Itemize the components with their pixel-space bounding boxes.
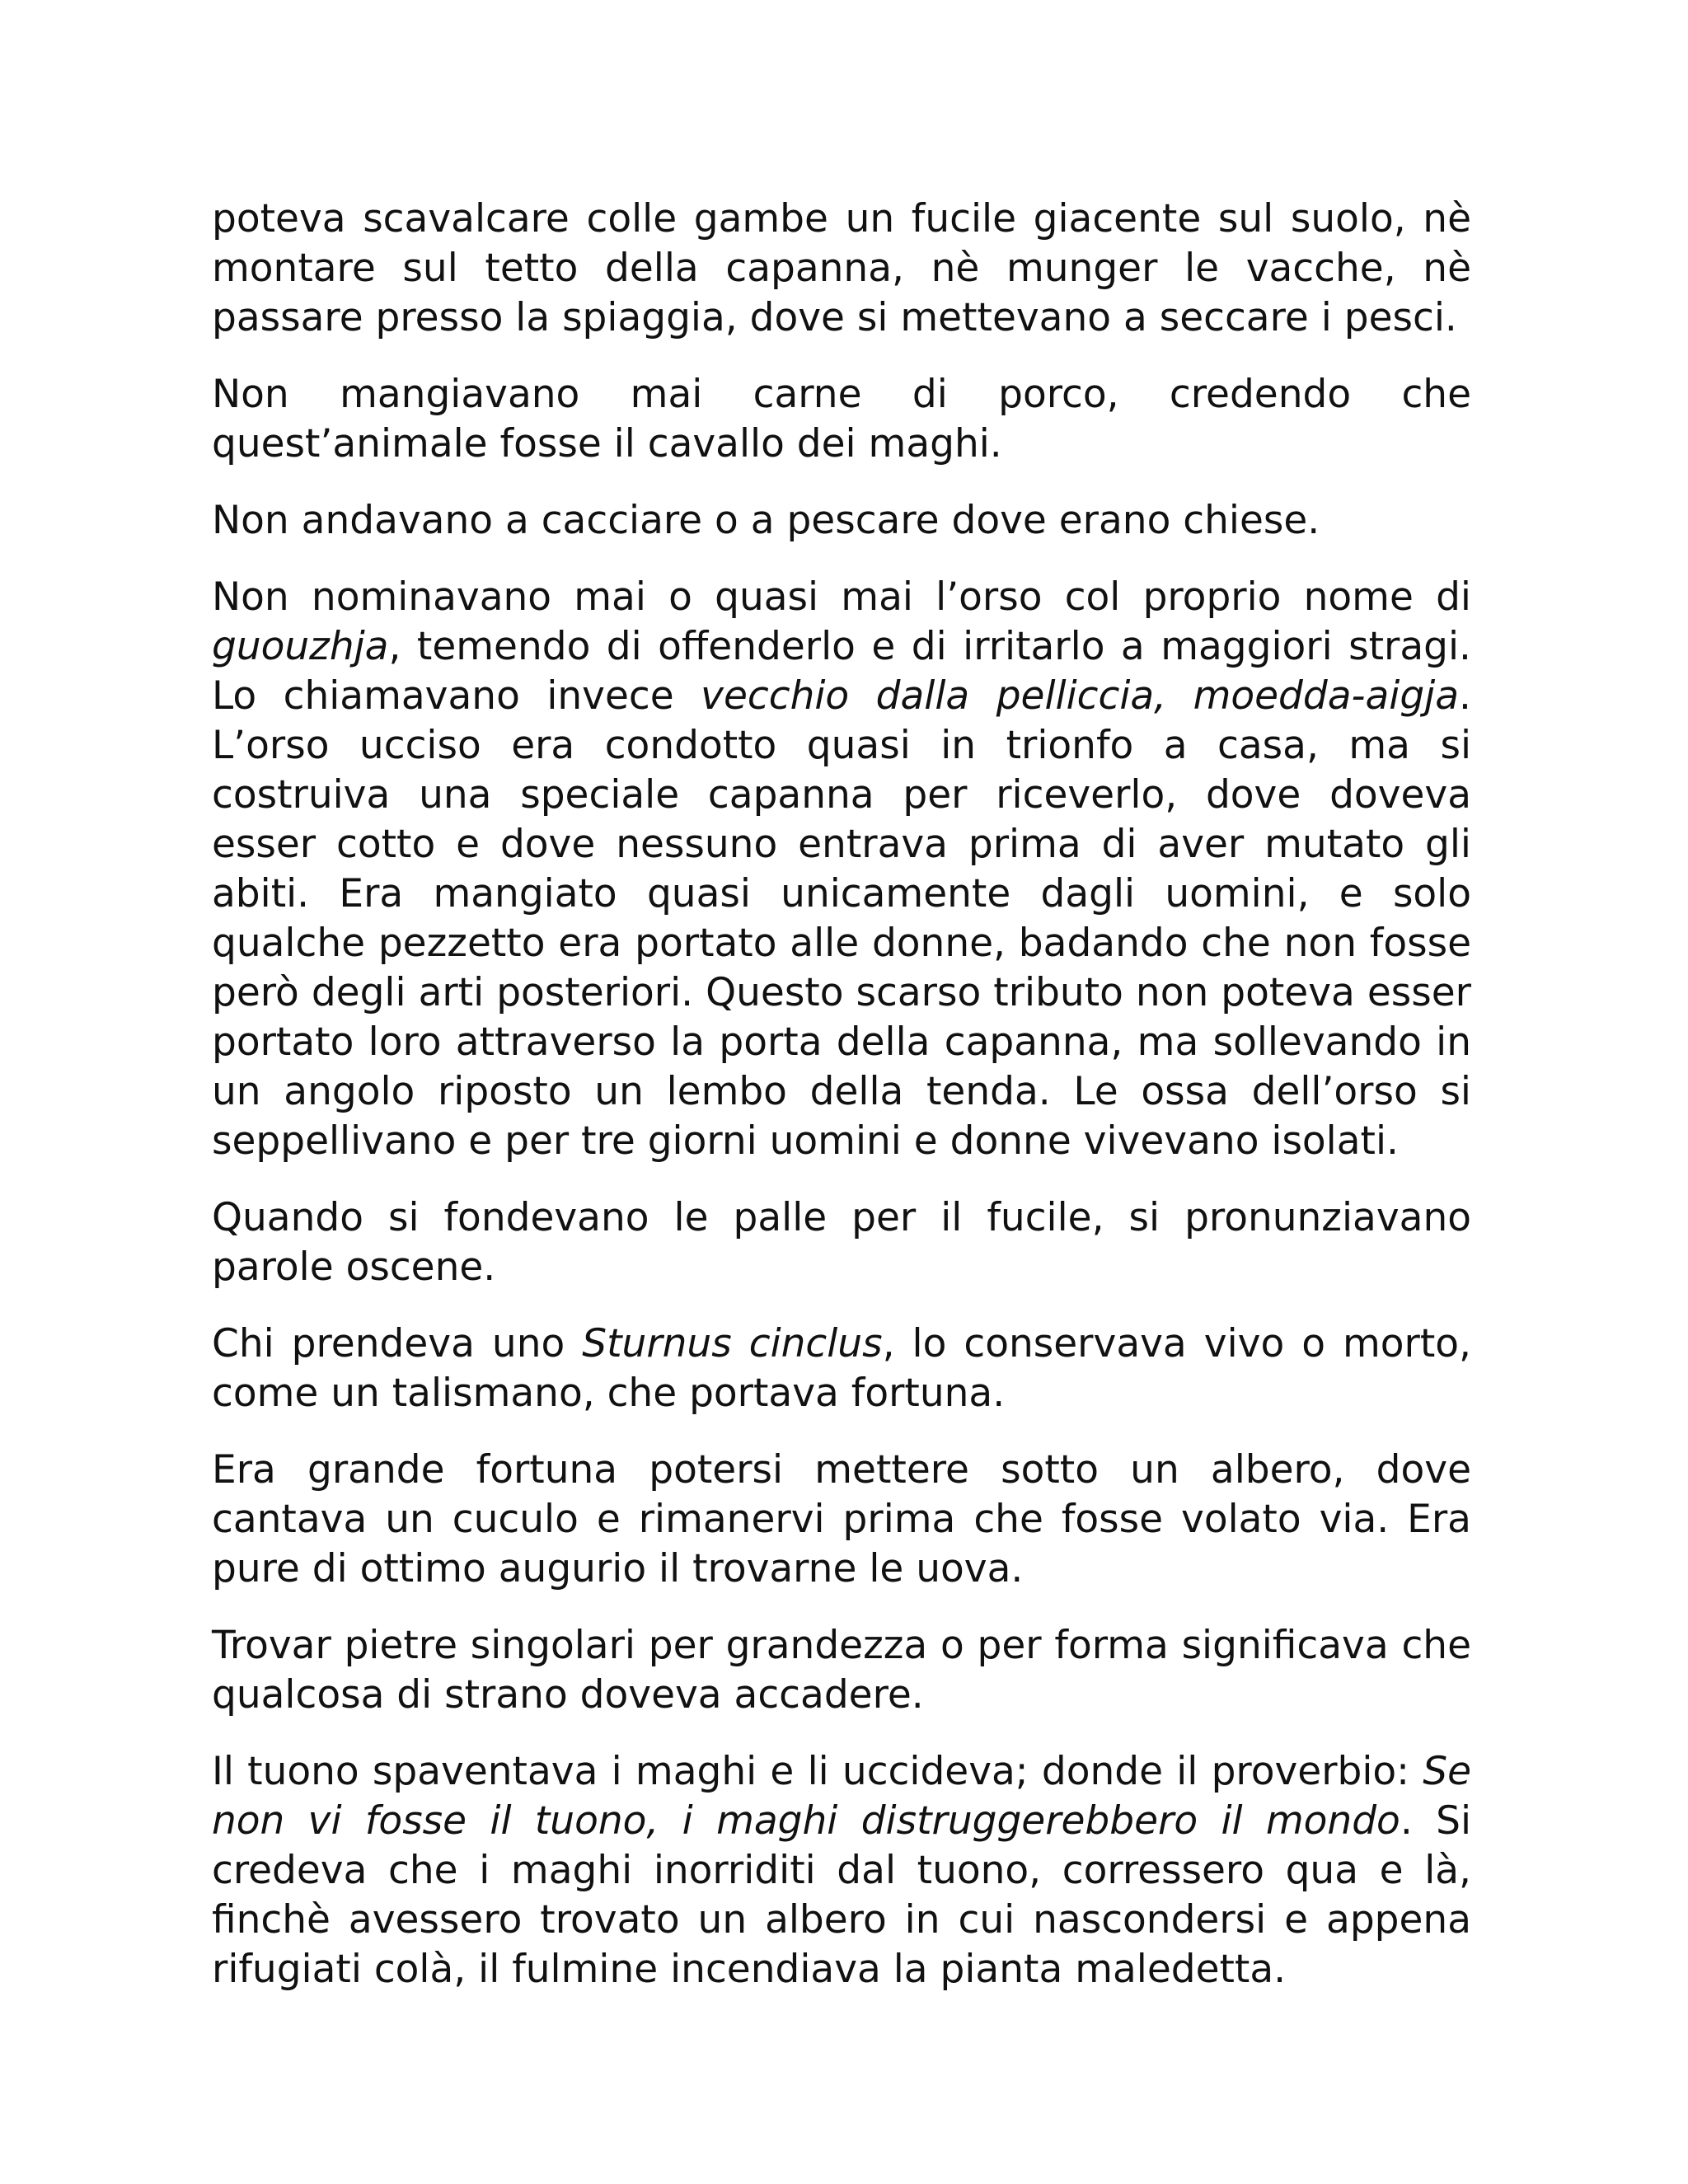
text-segment: Chi prendeva uno: [212, 1321, 583, 1366]
text-segment: , lo conservava vivo o morto, come un talismano, che portava fortuna.: [212, 1321, 1471, 1416]
paragraph: [212, 1747, 1471, 1994]
paragraph: [212, 194, 1471, 343]
text-segment: Non mangiavano mai carne di porco, credendo che quest’animale fosse il cavallo dei maghi.: [212, 372, 1471, 466]
italic-term: vecchio dalla pelliccia, moedda-aigja: [701, 673, 1460, 719]
text-segment: Trovar pietre singolari per grandezza o per forma significava che qualcosa di strano doveva accadere.: [212, 1623, 1471, 1718]
text-segment: Non andavano a cacciare o a pescare dove erano chiese.: [212, 498, 1320, 543]
text-segment: Quando si fondevano le palle per il fucile, si pronunziavano parole oscene.: [212, 1195, 1471, 1290]
italic-term: guouzhja: [212, 624, 389, 669]
paragraph: [212, 496, 1471, 546]
body-text: [212, 194, 1471, 2022]
italic-term: Sturnus cinclus: [582, 1321, 883, 1366]
paragraph: [212, 1446, 1471, 1594]
text-segment: Non nominavano mai o quasi mai l’orso col proprio nome di: [212, 574, 1471, 620]
text-segment: . Si credeva che i maghi inorriditi dal tuono, corressero qua e là, finchè avessero trovato un albero in cui nascondersi e appena rifugiati colà, il fulmine incendiava la pianta maledetta.: [212, 1798, 1472, 1992]
text-segment: , temendo di offenderlo e di irritarlo a maggiori stragi. Lo chiamavano invece: [212, 624, 1471, 719]
text-segment: poteva scavalcare colle gambe un fucile giacente sul suolo, nè montare sul tetto della capanna, nè munger le vacche, nè passare presso la spiaggia, dove si mettevano a seccare i pesci.: [212, 196, 1471, 340]
paragraph: [212, 1193, 1471, 1292]
text-segment: . L’orso ucciso era condotto quasi in trionfo a casa, ma si costruiva una speciale capanna per riceverlo, dove doveva esser cotto e dove nessuno entrava prima di aver mutato gli abiti. Era mangiato quasi unicamente dagli uomini, e solo qualche pezzetto era portato alle donne, badando che non fosse però degli arti posteriori. Questo scarso tributo non poteva esser portato loro attraverso la porta della capanna, ma sollevando in un angolo riposto un lembo della tenda. Le ossa dell’orso si seppellivano e per tre giorni uomini e donne vivevano isolati.: [212, 673, 1471, 1164]
paragraph: [212, 370, 1471, 469]
italic-proverb: Se non vi fosse il tuono, i maghi distruggerebbero il mondo: [212, 1749, 1471, 1844]
text-segment: Era grande fortuna potersi mettere sotto un albero, dove cantava un cuculo e rimanervi prima che fosse volato via. Era pure di ottimo augurio il trovarne le uova.: [212, 1447, 1471, 1591]
paragraph: [212, 573, 1471, 1166]
paragraph: [212, 1319, 1471, 1418]
paragraph: [212, 1621, 1471, 1720]
text-segment: Il tuono spaventava i maghi e li uccideva; donde il proverbio:: [212, 1749, 1423, 1794]
